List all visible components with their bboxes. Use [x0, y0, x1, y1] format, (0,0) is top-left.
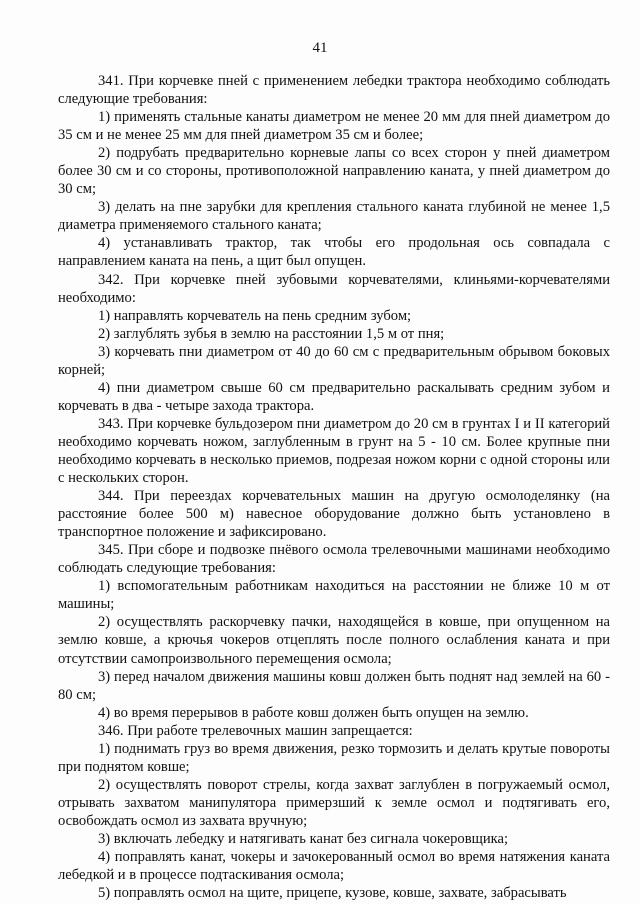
- page-number: 41: [312, 40, 328, 56]
- paragraph-342: 342. При корчевке пней зубовыми корчевателями, клиньями-корчевателями необходимо:: [58, 271, 610, 306]
- paragraph-341-item-2: 2) подрубать предварительно корневые лапы со всех сторон у пней диаметром более 30 см и со стороны, противоположной направлению каната, у пней диаметром до 30 см;: [58, 145, 610, 198]
- paragraph-341-item-4: 4) устанавливать трактор, так чтобы его продольная ось совпадала с направлением каната на пень, а щит был опущен.: [58, 235, 610, 270]
- paragraph-345-item-4: 4) во время перерывов в работе ковш должен быть опущен на землю.: [98, 704, 529, 721]
- paragraph-343: 343. При корчевке бульдозером пни диаметром до 20 см в грунтах I и II категорий необходимо корчевать ножом, заглубленным в грунт на 5 - 10 см. Более крупные пни необходимо корчевать в несколько приемов, подрезая ножом корни с одной стороны или с нескольких сторон.: [58, 415, 610, 487]
- document-body: [58, 72, 610, 902]
- paragraph-345-item-1: 1) вспомогательным работникам находиться на расстоянии не ближе 10 м от машины;: [58, 578, 610, 613]
- paragraph-346-item-3: 3) включать лебедку и натягивать канат без сигнала чокеровщика;: [98, 830, 509, 847]
- paragraph-344: 344. При переездах корчевательных машин на другую осмолоделянку (на расстояние более 500 м) навесное оборудование должно быть установлено в транспортное положение и зафиксировано.: [58, 488, 610, 541]
- paragraph-341-item-1: 1) применять стальные канаты диаметром не менее 20 мм для пней диаметром до 35 см и не менее 25 мм для пней диаметром 35 см и более;: [58, 109, 610, 144]
- paragraph-345: 345. При сборе и подвозке пнёвого осмола трелевочными машинами необходимо соблюдать следующие требования:: [58, 542, 610, 577]
- paragraph-346-item-4: 4) поправлять канат, чокеры и зачокерованный осмол во время натяжения каната лебедкой и в процессе подтаскивания осмола;: [58, 849, 610, 884]
- paragraph-345-item-2: 2) осуществлять раскорчевку пачки, находящейся в ковше, при опущенном на землю ковше, а крючья чокеров отцеплять после полного ослабления каната и при отсутствии самопроизвольного перемещения осмола;: [58, 614, 610, 667]
- paragraph-342-item-4: 4) пни диаметром свыше 60 см предварительно раскалывать средним зубом и корчевать в два - четыре захода трактора.: [58, 379, 610, 414]
- paragraph-346-item-5: 5) поправлять осмол на щите, прицепе, кузове, ковше, захвате, забрасывать: [98, 885, 567, 902]
- paragraph-346-item-2: 2) осуществлять поворот стрелы, когда захват заглублен в погружаемый осмол, отрывать захватом манипулятора примерзший к земле осмол и подтягивать его, освобождать осмол из захвата вручную;: [58, 776, 610, 829]
- paragraph-346: 346. При работе трелевочных машин запрещается:: [98, 722, 413, 739]
- paragraph-342-item-3: 3) корчевать пни диаметром от 40 до 60 см с предварительным обрывом боковых корней;: [58, 343, 610, 378]
- paragraph-346-item-1: 1) поднимать груз во время движения, резко тормозить и делать крутые повороты при поднятом ковше;: [58, 740, 610, 775]
- paragraph-341: 341. При корчевке пней с применением лебедки трактора необходимо соблюдать следующие требования:: [58, 73, 610, 108]
- paragraph-342-item-1: 1) направлять корчеватель на пень средним зубом;: [98, 307, 412, 324]
- paragraph-342-item-2: 2) заглублять зубья в землю на расстоянии 1,5 м от пня;: [98, 325, 445, 342]
- paragraph-341-item-3: 3) делать на пне зарубки для крепления стального каната глубиной не менее 1,5 диаметра применяемого стального каната;: [58, 199, 610, 234]
- paragraph-345-item-3: 3) перед началом движения машины ковш должен быть поднят над землей на 60 - 80 см;: [58, 668, 610, 703]
